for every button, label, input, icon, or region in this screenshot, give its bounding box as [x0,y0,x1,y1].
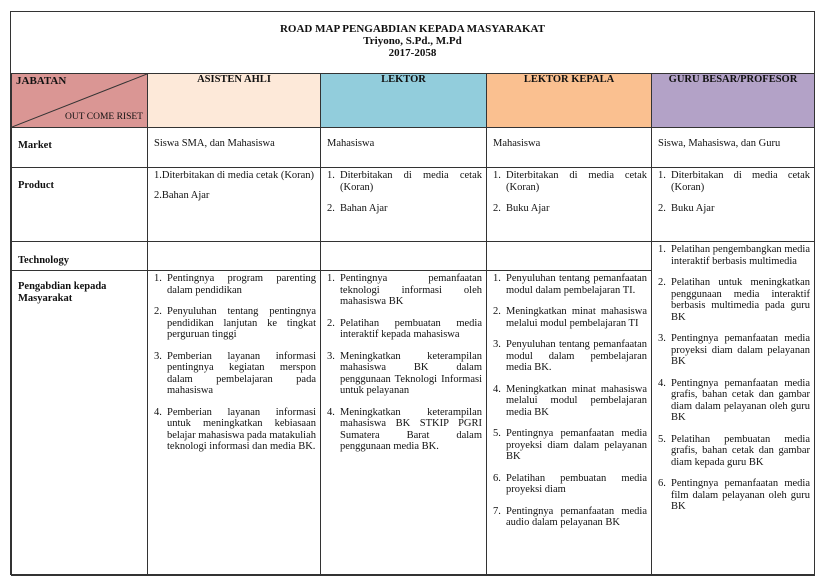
pengabdian-list [493,273,647,529]
column-header-lektor: LEKTOR [321,74,487,128]
list-item-text: Pentingnya pemanfaatan media proyeksi diam dalam pelayanan BK [671,333,810,367]
list-item [658,277,810,323]
pengabdian-asisten [148,271,321,576]
list-item-text: Pemberian layanan informasi pentingnya kegiatan merspon dalam pembelajaran pada mahasiswa [167,350,316,396]
product-lektor-kepala [487,168,652,242]
list-item [154,407,316,453]
market-guru-besar: Siswa, Mahasiswa, dan Guru [652,128,815,168]
pengabdian-lektor [321,271,487,576]
list-item-number: 3. [327,350,335,362]
technology-row [12,242,815,271]
roadmap-table [11,73,815,576]
list-item-number: 5. [493,428,501,439]
list-item-number: 6. [493,472,501,484]
list-item-text: Pelatihan pembuatan media proyeksi diam [506,472,647,495]
row-label-pengabdian: Pengabdian kepada Masyarakat [12,271,148,576]
list-item-number: 1. [327,273,335,284]
list-item-number: 2. [658,277,666,288]
author-name: Triyono, S.Pd., M.Pd [363,35,462,47]
list-item [154,351,316,397]
list-item-text: Pentingnya pemanfaatan teknologi informasi oleh mahasiswa BK [340,273,482,307]
list-item [493,339,647,374]
pengabdian-list [327,273,482,453]
list-item-text: Meningkatkan minat mahasiswa melalui modul pembelajaran media BK [506,383,647,418]
list-item-text: Pentingnya pemanfaatan media grafis, bahan cetak dan gambar diam dalam pelayanan oleh guru BK [671,377,810,423]
list-item [493,170,647,193]
list-item [493,473,647,496]
row-label-technology: Technology [12,242,148,271]
market-lektor-kepala: Mahasiswa [487,128,652,168]
corner-label-jabatan: JABATAN [16,75,67,87]
list-item-number: 4. [493,383,501,395]
list-item [658,203,810,215]
pengabdian-lektor-kepala [487,271,652,576]
market-row [12,128,815,168]
list-item-text: Pemberian layanan informasi untuk meningkatkan kebiasaan belajar mahasiswa pada matakuliah teknologi informasi dan media BK. [167,406,316,452]
list-item-text: Diterbitakan di media cetak (Koran) [506,170,647,193]
list-item-text: Pentingnya pemanfaatan media film dalam pelayanan oleh guru BK [671,478,810,512]
list-item [493,273,647,296]
list-item-number: 2. [493,306,501,317]
title-block [11,12,814,73]
row-label-market: Market [12,128,148,168]
corner-cell [12,74,148,128]
column-header-asisten-ahli: ASISTEN AHLI [148,74,321,128]
product-list [493,170,647,215]
corner-label-outcome: OUT COME RISET [65,111,143,122]
technology-lektor [321,242,487,271]
list-item-number: 5. [658,433,666,445]
list-item-text: Pentingnya pemanfaatan media audio dalam pelayanan BK [506,505,647,528]
list-item-number: 1. [154,273,162,284]
list-item [327,318,482,341]
list-item [658,244,810,267]
product-item: 2.Bahan Ajar [154,189,210,201]
market-asisten: Siswa SMA, dan Mahasiswa [148,128,321,168]
list-item-number: 3. [493,339,501,350]
market-lektor: Mahasiswa [321,128,487,168]
list-item-text: Pentingnya program parenting dalam pendidikan [167,273,316,296]
list-item [327,407,482,453]
list-item [493,428,647,463]
list-item-number: 2. [327,317,335,329]
column-header-lektor-kepala: LEKTOR KEPALA [487,74,652,128]
pengabdian-list [154,273,316,453]
list-item [493,506,647,529]
list-item-number: 2. [154,306,162,317]
list-item-number: 1. [493,273,501,284]
list-item-number: 1. [658,244,666,255]
list-item [658,170,810,193]
list-item [327,170,482,193]
list-item-text: Bahan Ajar [340,203,388,214]
list-item-number: 7. [493,505,501,517]
list-item-text: Meningkatkan minat mahasiswa melalui modul pembelajaran TI [506,306,647,329]
product-list [327,170,482,215]
technology-asisten [148,242,321,271]
list-item-text: Pentingnya pemanfaatan media proyeksi diam dalam pelayanan BK [506,428,647,462]
product-guru-besar [652,168,815,242]
list-item [658,378,810,424]
list-item [327,273,482,308]
list-item [493,203,647,215]
year-range: 2017-2058 [388,47,437,59]
list-item-text: Penyuluhan tentang pemanfaatan modul dalam pembelajaran media BK. [506,339,647,373]
list-item-number: 3. [658,333,666,344]
list-item-text: Pelatihan pembuatan media interaktif kepada mahasiswa [340,317,482,340]
list-item [154,273,316,296]
list-item-text: Penyuluhan tentang pentingnya pendidikan lanjutan ke tingkat perguruan tinggi [167,306,316,340]
list-item-number: 2. [658,203,666,214]
roadmap-document [10,11,815,575]
product-row [12,168,815,242]
product-lektor [321,168,487,242]
list-item-text: Buku Ajar [506,203,550,214]
list-item [154,306,316,341]
list-item [327,351,482,397]
technology-lektor-kepala [487,242,652,271]
product-asisten [148,168,321,242]
list-item-text: Pelatihan pengembangkan media interaktif berbasis multimedia [671,244,810,267]
list-item-number: 4. [658,377,666,389]
list-item-text: Buku Ajar [671,203,715,214]
list-item-number: 6. [658,478,666,489]
list-item [658,333,810,368]
list-item-text: Diterbitakan di media cetak (Koran) [671,170,810,193]
list-item-number: 4. [154,406,162,418]
list-item-number: 4. [327,406,335,418]
list-item [493,306,647,329]
list-item-text: Meningkatkan keterampilan mahasiswa BK STKIP PGRI Sumatera Barat dalam penggunaan media BK. [340,406,482,452]
row-label-product: Product [12,168,148,242]
list-item-text: Pelatihan pembuatan media grafis, bahan cetak dan gambar diam kepada guru BK [671,433,810,468]
technology-guru-besar [652,242,815,576]
list-item-number: 2. [493,203,501,214]
list-item-text: Penyuluhan tentang pemanfaatan modul dalam pembelajaran TI. [506,273,647,296]
list-item-text: Diterbitakan di media cetak (Koran) [340,170,482,193]
list-item-number: 2. [327,203,335,214]
list-item [658,434,810,469]
document-title: ROAD MAP PENGABDIAN KEPADA MASYARAKAT [279,23,546,35]
product-list [658,170,810,215]
technology-list [658,244,810,513]
list-item [327,203,482,215]
list-item [658,478,810,513]
list-item [493,384,647,419]
product-item: 1.Diterbitakan di media cetak (Koran) [154,170,315,181]
header-row [12,74,815,128]
list-item-text: Pelatihan untuk meningkatkan penggunaan media interaktif berbasis multimedia pada guru BK [671,277,810,323]
list-item-text: Meningkatkan keterampilan mahasiswa BK dalam penggunaan Teknologi Informasi untuk pelayanan [340,350,482,396]
list-item-number: 1. [493,170,501,181]
list-item-number: 3. [154,350,162,362]
list-item-number: 1. [327,170,335,181]
column-header-guru-besar: GURU BESAR/PROFESOR [652,74,815,128]
list-item-number: 1. [658,170,666,181]
